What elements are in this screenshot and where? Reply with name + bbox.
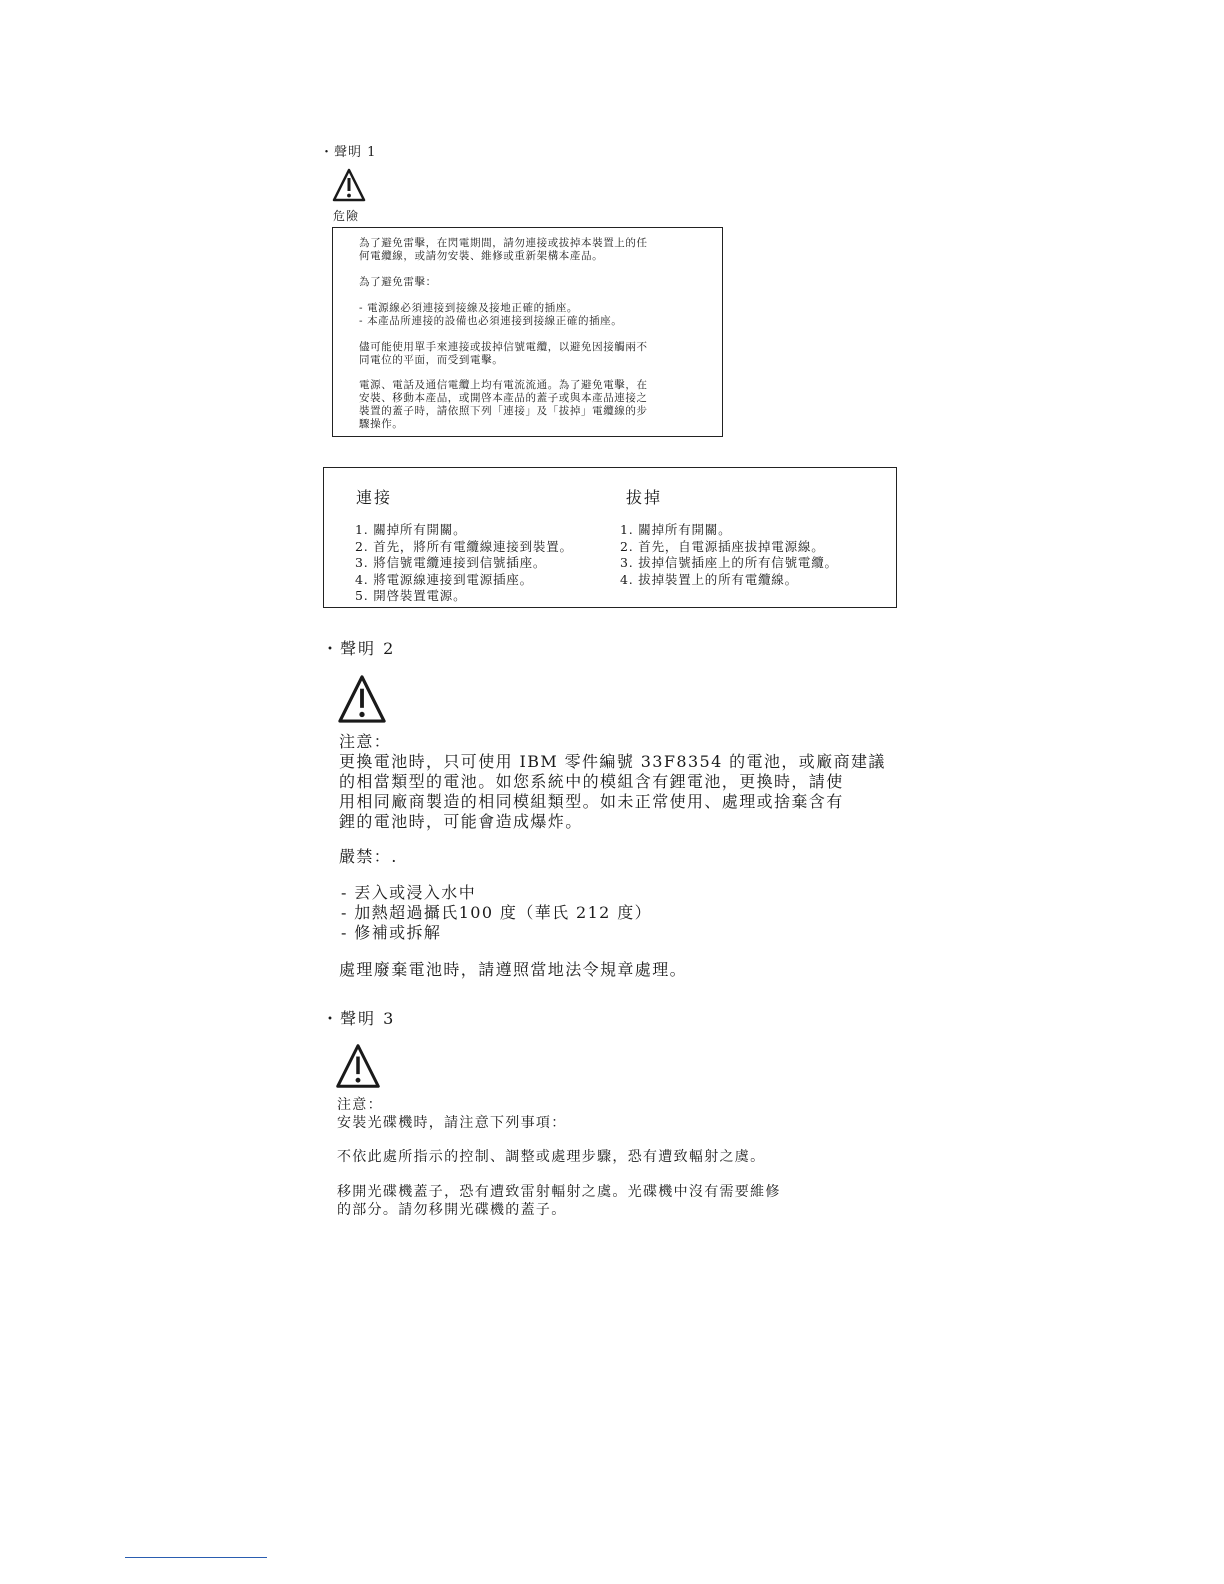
danger-label: 危險 xyxy=(333,209,360,223)
statement-3-heading: ・聲明 3 xyxy=(322,1009,396,1028)
connect-step: 5. 開啓裝置電源。 xyxy=(355,588,467,603)
danger-paragraph: 為了避免雷擊，在閃電期間，請勿連接或拔掉本裝置上的任 何電纜線，或請勿安裝、維修或重新架構本產品。 xyxy=(359,237,648,262)
connect-step: 2. 首先，將所有電纜線連接到裝置。 xyxy=(355,538,573,554)
connect-step: 3. 將信號電纜連接到信號插座。 xyxy=(355,555,547,570)
radiation-warning-paragraph: 不依此處所指示的控制、調整或處理步驟，恐有遭致輻射之虞。 xyxy=(337,1149,766,1165)
danger-paragraph: 儘可能使用單手來連接或拔掉信號電纜，以避免因接觸兩不 同電位的平面，而受到電擊。 xyxy=(359,341,648,366)
optical-drive-intro: 安裝光碟機時，請注意下列事項： xyxy=(337,1115,567,1131)
disconnect-step: 1. 關掉所有開關。 xyxy=(620,522,732,537)
statement-1-heading: ・聲明 1 xyxy=(320,145,377,160)
caution-label: 注意： xyxy=(339,732,392,751)
disposal-paragraph: 處理廢棄電池時，請遵照當地法令規章處理。 xyxy=(339,960,688,979)
connect-step: 1. 關掉所有開關。 xyxy=(355,522,467,537)
footer-rule xyxy=(125,1557,267,1558)
danger-list: - 電源線必須連接到接線及接地正確的插座。 - 本產品所連接的設備也必須連接到接線正確的插座。 xyxy=(359,302,623,327)
warning-triangle-icon xyxy=(335,1043,381,1089)
danger-box xyxy=(332,227,723,437)
danger-paragraph: 電源、電話及通信電纜上均有電流流通。為了避免電擊，在 安裝、移動本產品，或開啓本產品的蓋子或與本產品連接之 裝置的蓋子時，請依照下列「連接」及「拔掉」電纜線的步 驟操作。 xyxy=(359,379,648,430)
warning-triangle-icon xyxy=(332,168,366,202)
disconnect-step: 3. 拔掉信號插座上的所有信號電纜。 xyxy=(620,555,838,570)
disconnect-title: 拔掉 xyxy=(626,488,663,507)
danger-paragraph: 為了避免雷擊： xyxy=(359,276,437,288)
battery-warning-paragraph: 更換電池時，只可使用 IBM 零件編號 33F8354 的電池，或廠商建議 的相當類型的電池。如您系統中的模組含有鋰電池，更換時，請使 用相同廠商製造的相同模組類型。如未正常使用、處理或捨棄含有 鋰的電池時，可能會造成爆炸。 xyxy=(339,752,886,831)
prohibit-item: - 丟入或浸入水中 xyxy=(341,883,477,902)
prohibit-item: - 修補或拆解 xyxy=(341,923,442,942)
statement-2-heading: ・聲明 2 xyxy=(322,639,396,658)
connect-title: 連接 xyxy=(356,488,393,507)
laser-warning-paragraph: 移開光碟機蓋子，恐有遭致雷射輻射之虞。光碟機中沒有需要維修 的部分。請勿移開光碟機的蓋子。 xyxy=(337,1184,781,1218)
connect-disconnect-table xyxy=(323,467,897,608)
warning-triangle-icon xyxy=(337,674,387,724)
disconnect-step: 2. 首先，自電源插座拔掉電源線。 xyxy=(620,538,825,554)
caution-label: 注意： xyxy=(337,1097,383,1113)
connect-step: 4. 將電源線連接到電源插座。 xyxy=(355,571,533,587)
prohibit-item: - 加熱超過攝氏100 度（華氏 212 度） xyxy=(341,903,653,922)
disconnect-step: 4. 拔掉裝置上的所有電纜線。 xyxy=(620,571,798,587)
prohibit-label: 嚴禁：. xyxy=(339,847,398,866)
